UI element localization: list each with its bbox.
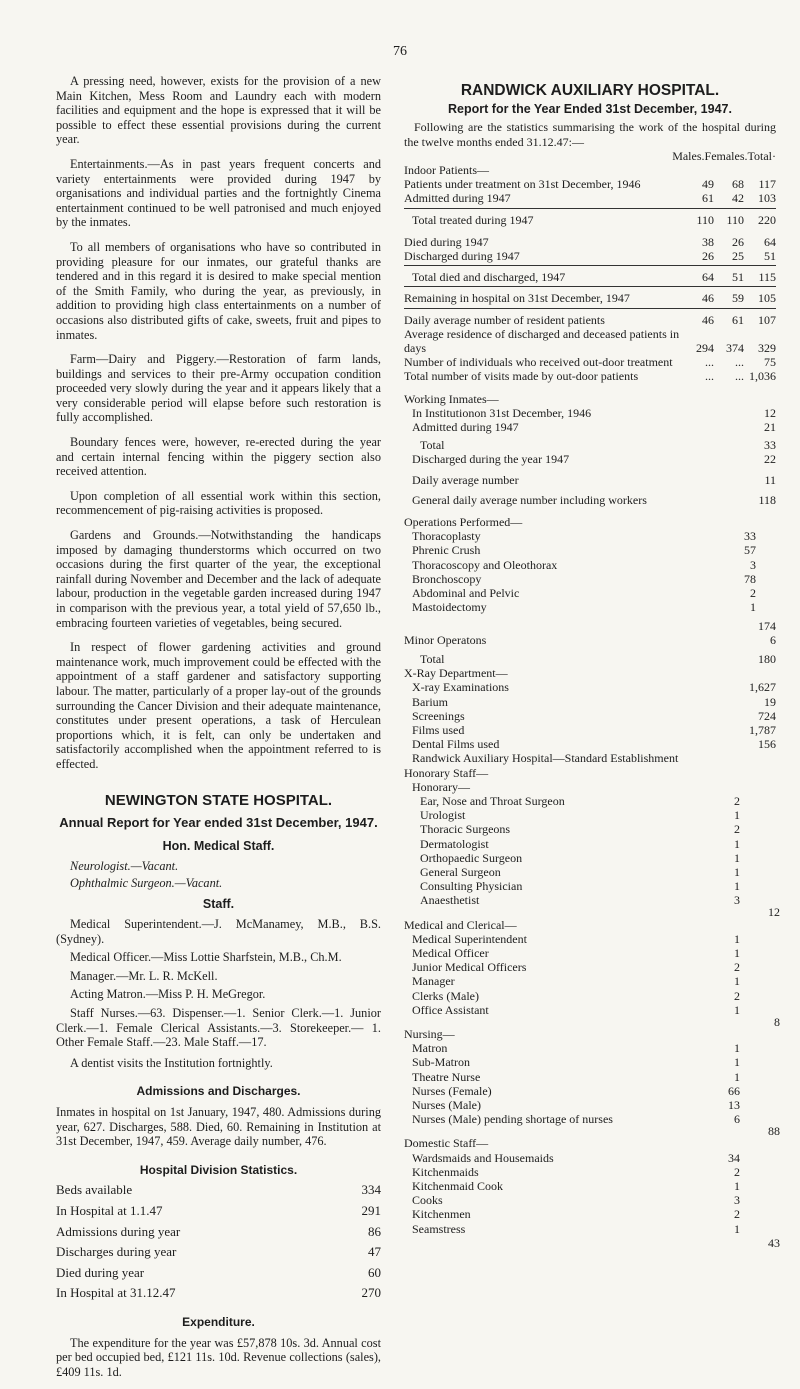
stats-row (404, 191, 776, 205)
stats-row (404, 600, 776, 614)
row-label: Manager (412, 974, 455, 989)
stats-row (404, 680, 776, 694)
total-value: 115 (758, 270, 776, 285)
stats-row (404, 213, 776, 227)
stat-value: 291 (361, 1203, 381, 1218)
row-value: 66 (728, 1083, 740, 1098)
row-value: 1,627 (749, 680, 776, 695)
stats-row (404, 529, 776, 543)
row-value: 118 (758, 492, 776, 507)
row-value: 6 (734, 1112, 740, 1127)
row-value: 1 (734, 864, 740, 879)
row-label: Average residence of discharged and deceased patients in days (404, 326, 680, 356)
row-value: 33 (764, 438, 776, 453)
randwick-report-heading: Report for the Year Ended 31st December, 1947. (448, 102, 732, 117)
females-value: 68 (732, 177, 744, 192)
ophthalmic-line: Ophthalmic Surgeon.—Vacant. (70, 875, 223, 890)
stat-value: 47 (368, 1244, 381, 1260)
stats-row (404, 291, 776, 305)
stats-row (404, 1098, 776, 1112)
stats-row (404, 695, 776, 709)
row-value: 180 (758, 651, 776, 666)
row-label: Clerks (Male) (412, 988, 479, 1003)
stats-row (404, 619, 776, 633)
stats-row (404, 369, 776, 383)
row-label: Kitchenmaids (412, 1164, 479, 1179)
row-value: 2 (734, 793, 740, 808)
stat-value: 270 (361, 1285, 381, 1301)
row-label: Admitted during 1947 (412, 420, 519, 435)
row-label: Medical Superintendent (412, 931, 527, 946)
stat-row (56, 1183, 381, 1198)
males-value: 294 (696, 341, 714, 356)
row-label: Mastoidectomy (412, 600, 487, 615)
row-label: Bronchoscopy (412, 571, 482, 586)
stats-row (404, 932, 776, 946)
row-value: 1 (734, 1179, 740, 1194)
row-label: Junior Medical Officers (412, 960, 527, 975)
row-label: Total died and discharged, 1947 (412, 270, 566, 285)
total-value: 117 (758, 177, 776, 192)
stats-row (404, 1055, 776, 1069)
expenditure-text: The expenditure for the year was £57,878 10s. 3d. Annual cost per bed occupied bed, £121 11s. 10d. Revenue collections (sales), £409 11s. 1d. (56, 1335, 381, 1379)
row-value: 2 (734, 988, 740, 1003)
honorary-subheading: Honorary— (412, 779, 470, 794)
row-value: 57 (744, 543, 756, 558)
total-value: 220 (758, 212, 776, 227)
stats-row (404, 1207, 776, 1221)
row-value: 1 (734, 1055, 740, 1070)
establishment-heading: Randwick Auxiliary Hospital—Standard Establishment (412, 751, 679, 766)
stats-row (404, 249, 776, 263)
stat-row (56, 1204, 381, 1219)
row-label: Urologist (420, 808, 466, 823)
row-label: Office Assistant (412, 1002, 489, 1017)
row-label: Orthopaedic Surgeon (420, 850, 523, 865)
stats-row (404, 1084, 776, 1098)
row-label: Abdominal and Pelvic (412, 586, 520, 601)
stat-label: Admissions during year (56, 1223, 181, 1239)
stat-label: Discharges during year (56, 1244, 177, 1260)
stats-row (404, 1151, 776, 1165)
stats-row (404, 837, 776, 851)
row-value: 1 (734, 879, 740, 894)
stats-row (404, 974, 776, 988)
stats-row (404, 177, 776, 191)
row-value: 2 (750, 586, 756, 601)
row-value: 33 (744, 529, 756, 544)
stat-row (56, 1245, 381, 1260)
stats-row (404, 327, 776, 355)
row-label: Discharged during 1947 (404, 249, 520, 264)
medical-total: 8 (774, 1014, 780, 1029)
stats-row (404, 543, 776, 557)
stats-row (404, 879, 776, 893)
row-value: 1 (734, 850, 740, 865)
staff-line: Medical Superintendent.—J. McManamey, M.B., B.S. (Sydney). (56, 917, 381, 946)
females-value: 26 (732, 234, 744, 249)
staff-line: Medical Officer.—Miss Lottie Sharfstein, M.B., Ch.M. (70, 950, 342, 965)
row-label: Theatre Nurse (412, 1069, 481, 1084)
stats-row (404, 313, 776, 327)
row-label: Nurses (Female) (412, 1083, 492, 1098)
stats-row (404, 1165, 776, 1179)
row-label: Patients under treatment on 31st December, 1946 (404, 177, 641, 192)
males-value: 26 (702, 249, 714, 264)
divider (404, 265, 776, 266)
working-heading: Working Inmates— (404, 391, 499, 406)
paragraph: To all members of organisations who have so contributed in providing pleasure for our inmates, our grateful thanks are tendered and in this regard it is desired to make special mention of the Smith Family, who during the year, as previously, in addition to providing high class entertainments on a number of occasions also distributed gifts of cake, sweets, fruit and pipes to inmates. (56, 239, 381, 342)
stats-row (404, 865, 776, 879)
row-value: 11 (764, 472, 776, 487)
males-value: 49 (702, 177, 714, 192)
stats-row (404, 822, 776, 836)
paragraph: Upon completion of all essential work within this section, recommencement of pig-raising activities is proposed. (56, 488, 381, 518)
row-value: 3 (734, 893, 740, 908)
medical-group (404, 931, 780, 1029)
left-column (56, 74, 381, 1389)
males-value: 38 (702, 234, 714, 249)
row-label: X-ray Examinations (412, 680, 509, 695)
total-value: 103 (758, 191, 776, 206)
row-label: Barium (412, 694, 448, 709)
stat-label: In Hospital at 1.1.47 (56, 1203, 163, 1218)
stat-value: 334 (361, 1182, 381, 1198)
indoor-heading: Indoor Patients— (404, 163, 489, 178)
stats-row (404, 355, 776, 369)
stats-row (404, 493, 776, 507)
row-label: Number of individuals who received out-door treatment (404, 355, 673, 370)
row-value: 2 (734, 1207, 740, 1222)
row-label: Total number of visits made by out-door patients (404, 369, 639, 384)
division-stats (56, 1183, 381, 1301)
stat-row (56, 1266, 381, 1281)
row-label: Daily average number of resident patients (404, 312, 605, 327)
row-label: Nurses (Male) (412, 1098, 481, 1112)
row-value: 1 (734, 808, 740, 823)
stats-row (404, 808, 776, 822)
row-label: Medical Officer (412, 945, 489, 960)
stats-row (404, 235, 776, 249)
stats-row (404, 737, 776, 751)
staff-line: Staff Nurses.—63. Dispenser.—1. Senior Clerk.—1. Junior Clerk.—1. Female Clerical Assistants.—3. Storekeeper.— 1. Other Female Staff.—23. Male Staff.—17. (56, 1006, 381, 1050)
row-label: Ear, Nose and Throat Surgeon (420, 793, 565, 808)
domestic-heading: Domestic Staff— (404, 1136, 489, 1151)
stat-row (56, 1286, 381, 1301)
stats-row (404, 723, 776, 737)
row-label: Dental Films used (412, 737, 500, 752)
row-value: 1 (734, 1002, 740, 1017)
stats-row (404, 270, 776, 284)
paragraph: In respect of flower gardening activities and ground maintenance work, much improvement could be effected with the appointment of a staff gardener and satisfactory supporting labour. The matter, particularly of a proper lay-out of the grounds surrounding the Cancer Division and their adequate maintenance, constitutes under present operations, a task of Herculean proportions which, it is felt, can only be undertaken and satisfactorily accomplished when the appointment referred to is effected. (56, 640, 381, 771)
females-value: 110 (726, 212, 744, 227)
paragraph: A pressing need, however, exists for the provision of a new Main Kitchen, Mess Room and Laundry each with modern facilities and equipment and the hope is expressed that it will be possible to effect these essential provisions during the current year. (56, 74, 381, 147)
males-value: ... (705, 355, 714, 370)
females-value: 374 (726, 341, 744, 356)
males-value: 61 (702, 191, 714, 206)
row-label: Consulting Physician (420, 879, 523, 894)
row-label: Phrenic Crush (412, 543, 481, 558)
males-value: 64 (702, 270, 714, 285)
row-label: Nurses (Male) pending shortage of nurses (412, 1112, 613, 1127)
row-label: Seamstress (412, 1221, 466, 1236)
row-label: Kitchenmen (412, 1207, 471, 1222)
stats-row (404, 586, 776, 600)
row-value: 2 (734, 822, 740, 837)
row-label: Total (420, 651, 445, 666)
total-value: 105 (758, 291, 776, 306)
row-label: Screenings (412, 708, 465, 723)
neurologist-line: Neurologist.—Vacant. (70, 859, 179, 874)
stats-row (404, 1070, 776, 1084)
stats-row (404, 572, 776, 586)
divider (404, 308, 776, 309)
row-label: Total (420, 438, 445, 453)
xray-heading: X-Ray Department— (404, 666, 508, 681)
row-label: Thoracoscopy and Oleothorax (412, 557, 558, 572)
stat-value: 86 (368, 1223, 381, 1239)
row-label: Cooks (412, 1193, 443, 1208)
honorary-heading: Honorary Staff— (404, 765, 489, 780)
row-value: 1 (734, 1041, 740, 1056)
females-value: ... (735, 369, 744, 384)
stats-row (404, 893, 776, 907)
row-label: Total treated during 1947 (412, 212, 534, 227)
stats-row (404, 1222, 776, 1236)
females-value: 42 (732, 191, 744, 206)
newington-title: NEWINGTON STATE HOSPITAL. (104, 791, 333, 809)
stats-row (404, 1179, 776, 1193)
column-headers: Males.Females.Total· (672, 148, 776, 163)
males-value: 46 (702, 312, 714, 327)
row-value: 1,787 (749, 722, 776, 737)
row-value: 2 (734, 960, 740, 975)
females-value: 59 (732, 291, 744, 306)
row-value: 21 (764, 420, 776, 435)
females-value: ... (735, 355, 744, 370)
row-value: 6 (770, 632, 776, 647)
stats-row (404, 558, 776, 572)
stats-row (404, 1003, 776, 1017)
domestic-group (404, 1150, 780, 1250)
row-label: Matron (412, 1041, 448, 1056)
stats-row (404, 946, 776, 960)
newington-report-heading: Annual Report for Year ended 31st December, 1947. (59, 815, 378, 831)
row-value: 1 (734, 836, 740, 851)
row-value: 34 (728, 1150, 740, 1165)
randwick-title: RANDWICK AUXILIARY HOSPITAL. (460, 82, 720, 99)
right-column (404, 82, 780, 1250)
row-label: Admitted during 1947 (404, 191, 511, 206)
staff-heading: Staff. (202, 896, 235, 911)
nursing-total: 88 (768, 1124, 780, 1139)
row-value: 156 (758, 737, 776, 752)
staff-line: Manager.—Mr. L. R. McKell. (70, 968, 218, 983)
stats-row (404, 652, 776, 666)
row-label: Films used (412, 722, 465, 737)
row-value: 3 (750, 557, 756, 572)
randwick-intro: Following are the statistics summarising the work of the hospital during the twelve months ended 31.12.47:— (404, 120, 776, 149)
stat-label: Died during year (56, 1264, 145, 1280)
admissions-text: Inmates in hospital on 1st January, 1947, 480. Admissions during year, 627. Discharges, 588. Died, 60. Remaining in Institution at 31st December, 1947, 459. Average daily number, 476. (56, 1105, 381, 1149)
stats-row (404, 1112, 776, 1126)
row-label: Died during 1947 (404, 234, 489, 249)
expenditure-heading: Expenditure. (182, 1314, 255, 1329)
operations-subtotal: 174 (758, 618, 776, 633)
row-value: 1 (734, 931, 740, 946)
paragraph: Boundary fences were, however, re-erected during the year and certain internal fencing within the piggery section also received attention. (56, 435, 381, 479)
division-heading: Hospital Division Statistics. (139, 1162, 298, 1177)
females-value: 25 (732, 249, 744, 264)
males-value: 46 (702, 291, 714, 306)
domestic-total: 43 (768, 1235, 780, 1250)
row-value: 2 (734, 1164, 740, 1179)
total-value: 329 (758, 341, 776, 356)
row-label: Dermatologist (420, 836, 489, 851)
paragraph: Farm—Dairy and Piggery.—Restoration of farm lands, buildings and services to their pre-Army occupation condition proceeded very slowly during the year and it appears likely that a very considerable period will elapse before such restoration is fully accomplished. (56, 352, 381, 425)
stats-row (404, 633, 776, 647)
row-value: 12 (764, 405, 776, 420)
males-value: ... (705, 369, 714, 384)
stats-row (404, 851, 776, 865)
stats-row (404, 709, 776, 723)
stats-row (404, 1193, 776, 1207)
row-value: 1 (750, 600, 756, 615)
admissions-heading: Admissions and Discharges. (136, 1084, 301, 1099)
row-label: General daily average number including workers (412, 492, 647, 507)
stats-row (404, 420, 776, 434)
paragraph: Entertainments.—As in past years frequent concerts and variety entertainments were provided during 1947 by organisations and individual parties and the fortnightly Cinema entertainment continued to be well patronised and much enjoyed by the inmates. (56, 156, 381, 230)
row-value: 1 (734, 1221, 740, 1236)
total-value: 51 (764, 249, 776, 264)
total-value: 64 (764, 234, 776, 249)
stats-row (404, 406, 776, 420)
stat-row (56, 1225, 381, 1240)
row-label: Wardsmaids and Housemaids (412, 1150, 554, 1165)
row-label: Anaesthetist (420, 893, 480, 908)
males-value: 110 (696, 212, 714, 227)
row-label: Thoracoplasty (412, 529, 481, 544)
paragraph: Gardens and Grounds.—Notwithstanding the handicaps imposed by damaging thunderstorms which occurred on two occasions during the first quarter of the year, the exceptional rainfall during November and December and the lack of adequate labour, production in the vegetable garden increased during 1947 in comparison with the previous year, a total yield of 57,650 lb., embracing fourteen varieties of vegetables, being secured. (56, 528, 381, 630)
row-label: Sub-Matron (412, 1055, 470, 1070)
total-value: 107 (758, 312, 776, 327)
stat-label: In Hospital at 31.12.47 (56, 1285, 176, 1301)
row-label: General Surgeon (420, 864, 501, 879)
row-label: Minor Operatons (404, 632, 487, 647)
row-label: Daily average number (412, 472, 519, 487)
row-label: Remaining in hospital on 31st December, 1947 (404, 291, 630, 306)
row-value: 3 (734, 1193, 740, 1208)
row-label: In Institutionon 31st December, 1946 (412, 405, 592, 420)
honorary-total: 12 (768, 905, 780, 920)
row-value: 1 (734, 945, 740, 960)
dentist-line: A dentist visits the Institution fortnightly. (70, 1055, 273, 1070)
row-value: 22 (764, 452, 776, 467)
stats-row (404, 989, 776, 1003)
medical-heading: Medical and Clerical— (404, 917, 517, 932)
row-label: Thoracic Surgeons (420, 822, 511, 837)
row-value: 19 (764, 694, 776, 709)
row-value: 13 (728, 1098, 740, 1112)
females-value: 51 (732, 270, 744, 285)
total-value: 75 (764, 355, 776, 370)
stats-row (404, 1041, 776, 1055)
hon-staff-heading: Hon. Medical Staff. (162, 838, 275, 853)
row-value: 78 (744, 571, 756, 586)
females-value: 61 (732, 312, 744, 327)
nursing-group (404, 1041, 780, 1139)
honorary-group (404, 793, 780, 920)
stats-row (404, 960, 776, 974)
row-value: 1 (734, 974, 740, 989)
divider (404, 286, 776, 287)
page-number: 76 (393, 44, 407, 59)
row-label: Discharged during the year 1947 (412, 452, 570, 467)
stats-row (404, 452, 776, 466)
row-label: Kitchenmaid Cook (412, 1179, 503, 1194)
stats-row (404, 794, 776, 808)
stat-value: 60 (368, 1264, 381, 1280)
stats-row (404, 438, 776, 452)
divider (404, 208, 776, 209)
nursing-heading: Nursing— (404, 1026, 455, 1041)
stat-label: Beds available (56, 1182, 133, 1198)
stats-row (404, 473, 776, 487)
staff-line: Acting Matron.—Miss P. H. MeGregor. (70, 987, 266, 1002)
row-value: 724 (758, 708, 776, 723)
row-value: 1 (734, 1069, 740, 1084)
total-value: 1,036 (749, 369, 776, 384)
operations-heading: Operations Performed— (404, 515, 523, 530)
